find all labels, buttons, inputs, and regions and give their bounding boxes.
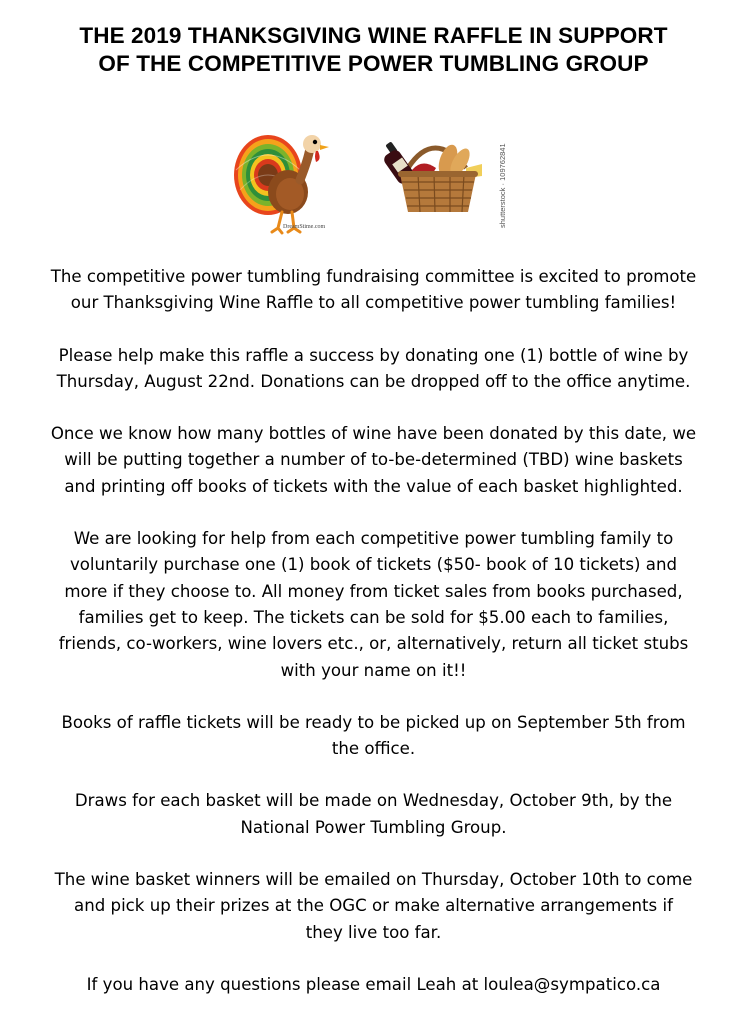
donation-paragraph	[0, 343, 747, 396]
turkey-icon	[230, 120, 340, 235]
text-line: The competitive power tumbling fundraising committee is excited to promote	[50, 267, 697, 286]
text-line: the office.	[331, 739, 416, 759]
text-line: our Thanksgiving Wine Raffle to all competitive power tumbling families!	[70, 293, 677, 313]
text-line: and printing off books of tickets with the value of each basket highlighted.	[64, 476, 683, 496]
text-line: more if they choose to. All money from ticket sales from books purchased,	[64, 581, 683, 601]
text-line: with your name on it!!	[280, 660, 467, 680]
text-line: they live too far.	[305, 922, 442, 942]
page-title	[0, 22, 747, 78]
text-line: Thursday, August 22nd. Donations can be dropped off to the office anytime.	[56, 371, 691, 391]
text-line: and pick up their prizes at the OGC or make alternative arrangements if	[74, 896, 673, 916]
text-line: will be putting together a number of to-be-determined (TBD) wine baskets	[64, 450, 683, 470]
turkey-credit: DreamStime.com	[283, 224, 326, 230]
draws-paragraph	[0, 788, 747, 841]
title-line-2: OF THE COMPETITIVE POWER TUMBLING GROUP	[98, 51, 649, 76]
text-line: friends, co-workers, wine lovers etc., or, alternatively, return all ticket stubs	[58, 634, 689, 654]
intro-paragraph	[0, 264, 747, 317]
text-line: We are looking for help from each competitive power tumbling family to	[73, 529, 674, 549]
text-line: voluntarily purchase one (1) book of tickets ($50- book of 10 tickets) and	[69, 555, 678, 575]
contact-paragraph	[0, 972, 747, 998]
shutterstock-watermark	[498, 128, 514, 228]
contact-line: If you have any questions please email Leah at loulea@sympatico.ca	[86, 974, 661, 994]
watermark-text: shutterstock · 109762841	[498, 143, 507, 228]
text-line: Once we know how many bottles of wine have been donated by this date, we	[50, 424, 697, 444]
title-line-1: THE 2019 THANKSGIVING WINE RAFFLE IN SUPPORT	[79, 23, 668, 48]
text-line: National Power Tumbling Group.	[240, 817, 507, 837]
text-line: families get to keep. The tickets can be sold for $5.00 each to families,	[78, 607, 669, 627]
text-line: Books of raffle tickets will be ready to be picked up on September 5th from	[61, 712, 686, 732]
tickets-paragraph	[0, 526, 747, 684]
wine-basket-icon	[378, 128, 490, 216]
pickup-paragraph	[0, 710, 747, 763]
text-line: Draws for each basket will be made on Wednesday, October 9th, by the	[74, 791, 673, 811]
text-line: Please help make this raffle a success by donating one (1) bottle of wine by	[58, 345, 689, 365]
baskets-paragraph	[0, 421, 747, 500]
text-line: The wine basket winners will be emailed on Thursday, October 10th to come	[54, 870, 693, 890]
winners-paragraph	[0, 867, 747, 946]
flyer-body	[0, 264, 747, 1024]
